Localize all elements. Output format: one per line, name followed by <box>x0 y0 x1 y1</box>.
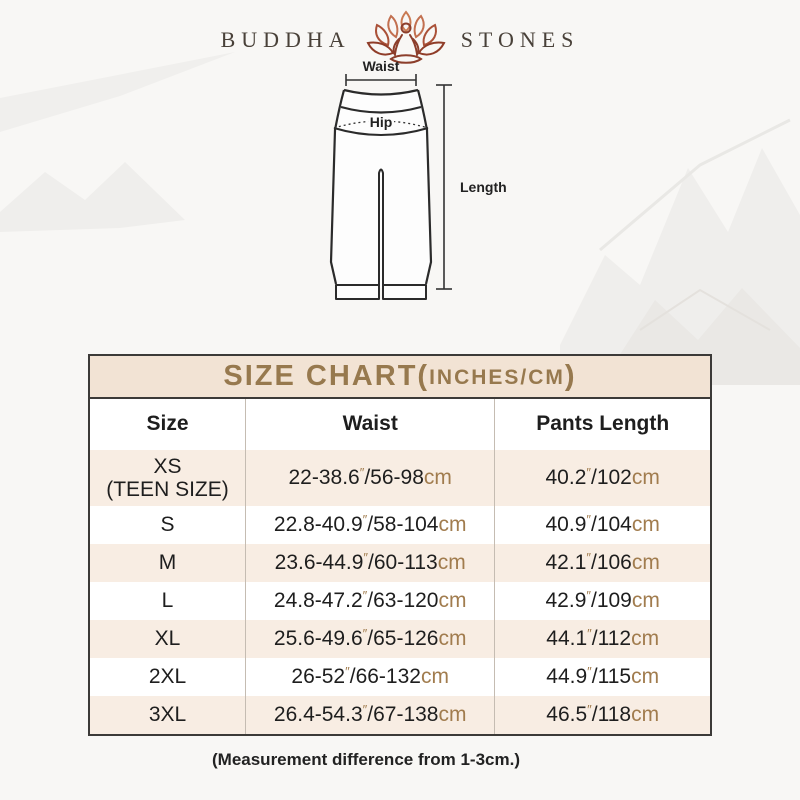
waist-cell: 25.6-49.6″/65-126cm <box>245 620 495 658</box>
size-cell: XS (TEEN SIZE) <box>106 454 229 502</box>
waist-dim-label: Waist <box>362 58 400 74</box>
size-chart-table <box>88 354 712 736</box>
table-row-l <box>90 582 710 620</box>
table-header-row <box>90 399 710 450</box>
length-cell: 40.9″/104cm <box>545 511 660 536</box>
length-cell: 44.9″/115cm <box>546 663 660 688</box>
title-main: SIZE CHART( <box>223 360 430 392</box>
waist-cell: 26.4-54.3″/67-138cm <box>245 696 495 734</box>
table-row-s <box>90 506 710 544</box>
length-dim-label: Length <box>460 179 507 195</box>
length-cell: 44.1″/112cm <box>546 625 660 650</box>
size-cell: L <box>161 588 174 612</box>
size-cell: S <box>160 512 175 536</box>
col-header-pants-length: Pants Length <box>536 412 670 436</box>
title-close: ) <box>564 360 577 392</box>
size-cell: M <box>158 550 177 574</box>
waist-cell: 22-38.6″/56-98cm <box>245 450 495 506</box>
waist-cell: 23.6-44.9″/60-113cm <box>245 544 495 582</box>
size-cell: XL <box>154 626 181 650</box>
waist-cell: 22.8-40.9″/58-104cm <box>245 506 495 544</box>
col-header-size: Size <box>146 412 189 436</box>
brand-name-left: BUDDHA <box>220 27 351 52</box>
waist-cell: 26-52″/66-132cm <box>245 658 495 696</box>
measurement-note: (Measurement difference from 1-3cm.) <box>212 750 520 769</box>
table-row-xl <box>90 620 710 658</box>
title-units: INCHES/CM <box>429 366 565 389</box>
col-header-waist: Waist <box>245 399 495 450</box>
brand-name-right: STONES <box>460 27 580 52</box>
length-cell: 42.1″/106cm <box>545 549 660 574</box>
table-row-xs <box>90 450 710 506</box>
waist-cell: 24.8-47.2″/63-120cm <box>245 582 495 620</box>
table-row-2xl <box>90 658 710 696</box>
length-cell: 46.5″/118cm <box>546 701 660 726</box>
table-row-m <box>90 544 710 582</box>
size-cell: 3XL <box>148 702 187 726</box>
table-row-3xl <box>90 696 710 734</box>
length-cell: 40.2″/102cm <box>545 464 660 489</box>
pants-diagram <box>270 56 532 326</box>
hip-dim-label: Hip <box>369 114 393 130</box>
size-cell: 2XL <box>148 664 187 688</box>
size-chart-title <box>90 356 710 399</box>
length-cell: 42.9″/109cm <box>545 587 660 612</box>
